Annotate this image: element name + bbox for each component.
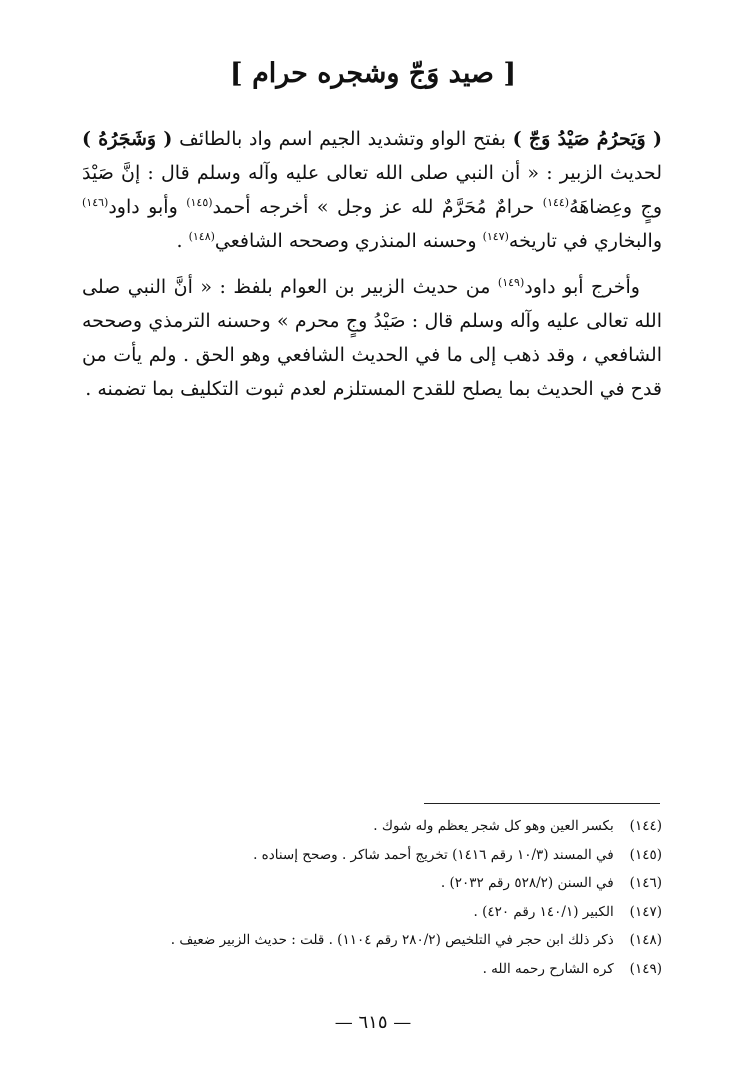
footnote-ref-149[interactable]: (١٤٩)	[497, 276, 525, 289]
para2-text-b: من حديث الزبير بن العوام بلفظ : « أنَّ النبي صلى الله تعالى عليه وآله وسلم قال : صَيْدُ وجٍ محرم » وحسنه الترمذي وصححه الشافعي ، وقد ذهب إلى ما في الحديث الشافعي وهو الحق . ولم يأت من قدح في الحديث بما يصلح للقدح المستلزم لعدم ثبوت التكليف بما تضمنه .	[82, 276, 662, 400]
footnote-number: (١٤٥)	[629, 846, 662, 863]
footnote-ref-146[interactable]: (١٤٦)	[82, 196, 109, 209]
footnote-146	[82, 869, 662, 898]
para2-text-a: وأخرج أبو داود	[524, 276, 640, 298]
sharh-text-4: وأبو داود	[108, 196, 187, 218]
footnote-number: (١٤٦)	[629, 875, 662, 891]
page-number: — ٦١٥ —	[334, 1012, 412, 1033]
footnote-text: كره الشارح رحمه الله .	[482, 960, 614, 977]
footnote-144	[82, 812, 662, 841]
matn-phrase-1: ( وَيَحرُمُ صَيْدُ وَجّ )	[512, 128, 662, 150]
footnotes-section	[82, 812, 662, 983]
sharh-text-6: وحسنه المنذري وصححه الشافعي	[214, 230, 483, 252]
sharh-text-2: لحديث الزبير : « أن النبي صلى الله تعالى عليه وآله وسلم قال : إنَّ صَيْدَ وجٍ وعِضاهَهُ	[82, 162, 662, 218]
main-text	[82, 122, 662, 418]
footnote-ref-144[interactable]: (١٤٤)	[542, 196, 570, 209]
footnote-145	[82, 841, 662, 870]
footnote-text: في المسند (١٠/٣ رقم ١٤١٦) تخريج أحمد شاكر . وصحح إسناده .	[253, 846, 614, 863]
footnote-text: في السنن (٥٢٨/٢ رقم ٢٠٣٢) .	[440, 875, 614, 891]
footnote-text: بكسر العين وهو كل شجر يعظم وله شوك .	[373, 818, 614, 834]
footnote-divider	[424, 803, 660, 804]
footnote-147	[82, 898, 662, 927]
sharh-text-5: والبخاري في تاريخه	[508, 230, 662, 252]
footnote-ref-147[interactable]: (١٤٧)	[482, 230, 509, 243]
footnote-149	[82, 955, 662, 984]
footnote-text: ذكر ذلك ابن حجر في التلخيص (٢٨٠/٢ رقم ١١٠٤) . قلت : حديث الزبير ضعيف .	[170, 932, 614, 948]
footnote-number: (١٤٧)	[629, 903, 662, 920]
paragraph-1	[82, 122, 662, 258]
footnote-text: الكبير (١٤٠/١ رقم ٤٢٠) .	[473, 903, 614, 920]
section-title: [ صيد وَجّ وشجره حرام ]	[229, 58, 517, 89]
sharh-text-7: .	[176, 230, 189, 252]
footnote-148	[82, 926, 662, 955]
matn-phrase-2: ( وَشَجَرُهُ )	[82, 128, 173, 150]
footnote-number: (١٤٩)	[629, 960, 662, 977]
paragraph-2	[82, 270, 662, 406]
sharh-text-3: حرامٌ مُحَرَّمٌ لله عز وجل » أخرجه أحمد	[212, 196, 543, 218]
footnote-ref-148[interactable]: (١٤٨)	[188, 230, 215, 243]
footnote-number: (١٤٤)	[629, 818, 662, 834]
footnote-number: (١٤٨)	[629, 932, 662, 948]
footnote-ref-145[interactable]: (١٤٥)	[186, 196, 213, 209]
sharh-text-1: بفتح الواو وتشديد الجيم اسم واد بالطائف	[172, 128, 513, 150]
